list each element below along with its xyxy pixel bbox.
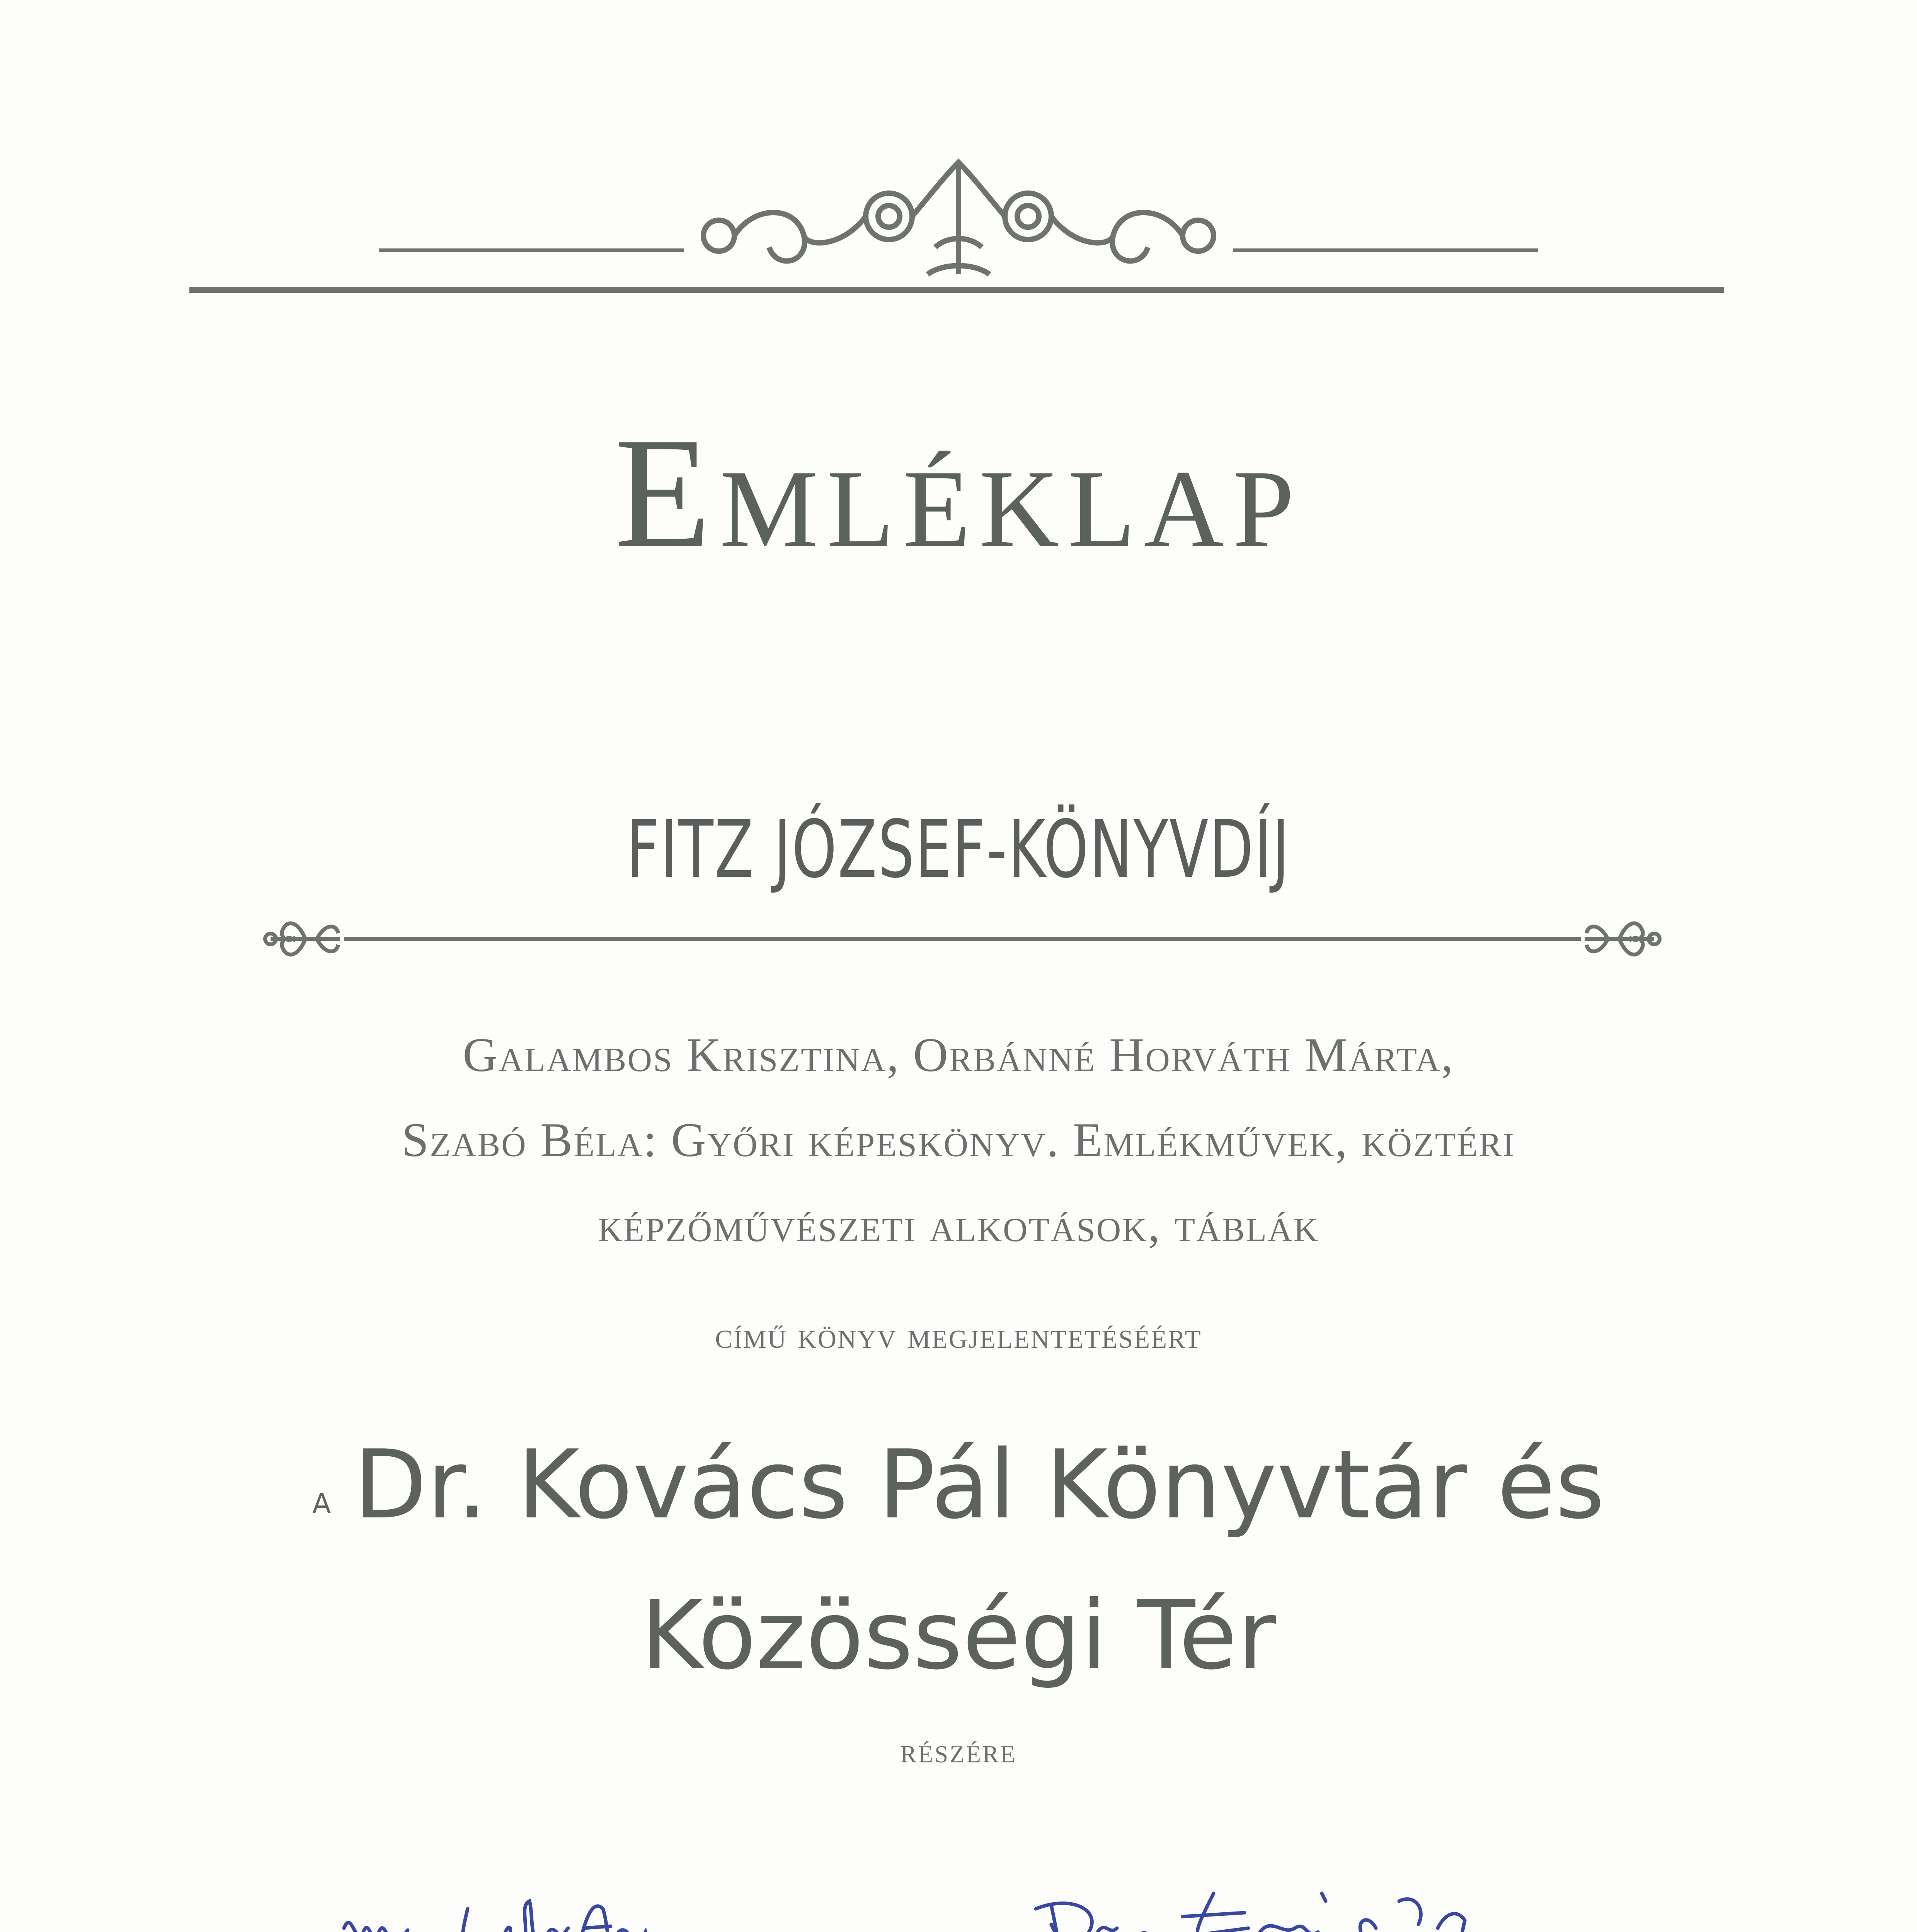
work-caption: című könyv megjelentetéséért xyxy=(715,1315,1202,1356)
fleuron-left-icon xyxy=(265,923,340,955)
recipient-line-2: Közösségi Tér xyxy=(641,1580,1276,1690)
award-divider xyxy=(0,908,1917,970)
recipient-line-1 xyxy=(0,1430,1917,1540)
recipient-suffix: részére xyxy=(900,1732,1017,1770)
right-signature xyxy=(1028,1878,1588,1932)
work-line: Szabó Béla: Győri képeskönyv. Emlékművek, köztéri xyxy=(402,1114,1515,1167)
left-signature xyxy=(340,1886,727,1932)
work-line: képzőművészeti alkotások, táblák xyxy=(598,1199,1319,1252)
award-name: FITZ JÓZSEF-KÖNYVDÍJ xyxy=(627,804,1290,896)
recipient-name-1: Dr. Kovács Pál Könyvtár és xyxy=(354,1430,1605,1540)
top-ornament xyxy=(0,147,1917,301)
work-line: Galambos Krisztina, Orbánné Horváth Márta, xyxy=(463,1029,1454,1082)
document-title: Emléklap xyxy=(614,405,1303,580)
recipient-prefix: a xyxy=(312,1477,331,1522)
fleuron-right-icon xyxy=(1585,923,1660,955)
